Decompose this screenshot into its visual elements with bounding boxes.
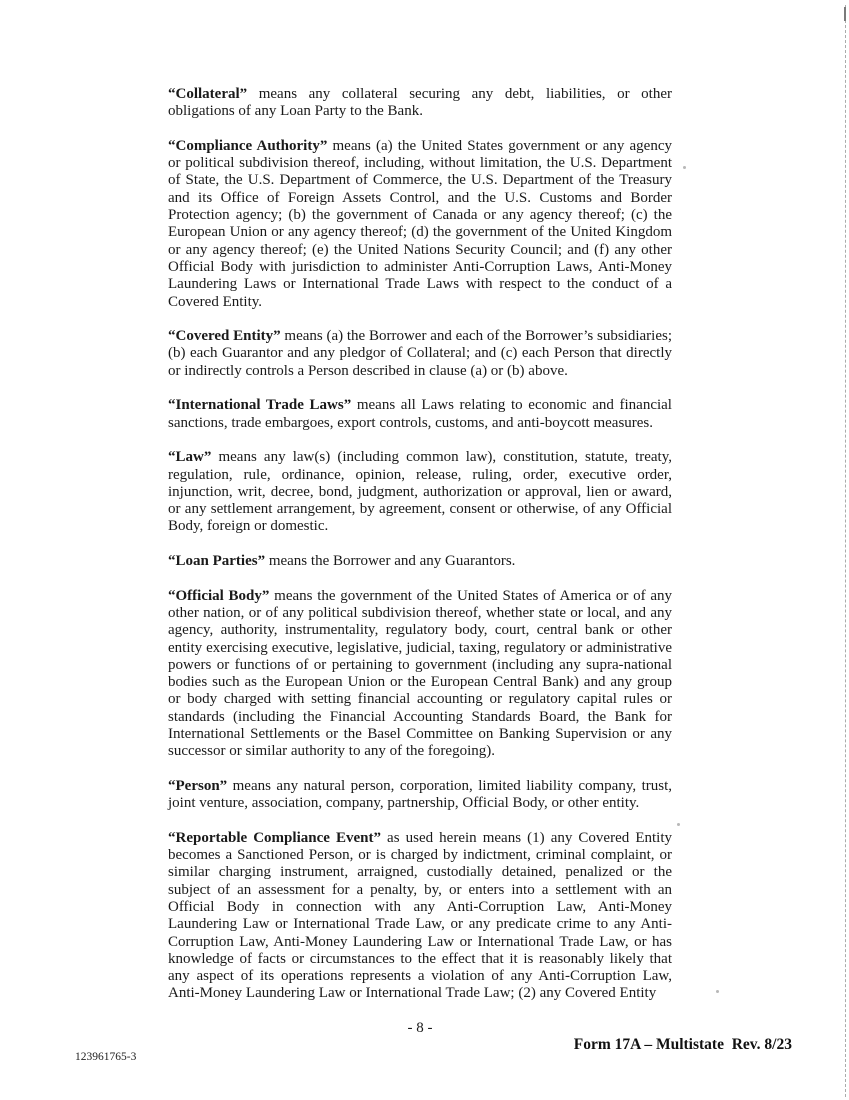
defined-term: “Collateral” — [168, 86, 248, 102]
defined-term: “Loan Parties” — [168, 553, 266, 570]
defined-term: “Law” — [168, 449, 212, 466]
defined-term: “Person” — [168, 777, 228, 794]
definition-paragraph-loan-parties — [168, 553, 672, 570]
defined-term: “Official Body” — [168, 587, 270, 604]
definition-paragraph-law — [168, 449, 672, 535]
definition-text: means the Borrower and any Guarantors. — [265, 553, 516, 570]
defined-term: “Covered Entity” — [168, 328, 281, 345]
definition-text: means any collateral securing any debt, liabilities, or other obligations of any Loan Party to the Bank. — [168, 86, 672, 120]
definition-paragraph-covered-entity — [168, 328, 672, 380]
scan-speck — [683, 166, 686, 169]
definition-text: means the government of the United States of America or of any other nation, or of any political subdivision thereof, whether state or local, and any agency, authority, instrumentality, regulatory body, court, central bank or other entity exercising executive, legislative, judicial, taxing, regulatory or administrative powers or functions of or pertaining to government (including any supra-national bodies such as the European Union or the European Central Bank) and any group or body charged with setting financial accounting or regulatory capital rules or standards (including the Financial Accounting Standards Board, the Bank for International Settlements or the Basel Committee on Banking Supervision or any successor or similar authority to any of the foregoing). — [168, 587, 672, 760]
definition-text: means any law(s) (including common law), constitution, statute, treaty, regulation, rule, ordinance, opinion, release, ruling, order, executive order, injunction, writ, decree, bond, judgment, authorization or approval, lien or award, or any settlement arrangement, by agreement, consent or otherwise, of any Official Body, foreign or domestic. — [168, 449, 672, 535]
scan-speck — [716, 990, 719, 993]
definition-paragraph-collateral — [168, 86, 672, 121]
form-reference: Form 17A – Multistate Rev. 8/23 — [573, 1036, 792, 1053]
definition-paragraph-reportable-compliance-event — [168, 830, 672, 1003]
defined-term: “International Trade Laws” — [168, 397, 352, 414]
definition-text: as used herein means (1) any Covered Entity becomes a Sanctioned Person, or is charged by indictment, criminal complaint, or similar charging instrument, arraigned, custodially detained, penalized or the subject of an assessment for a penalty, by, or enters into a settlement with an Official Body in connection with any Anti-Corruption Law, Anti-Money Laundering Law or International Trade Law, or any predicate crime to any Anti-Corruption Law, Anti-Money Laundering Law or International Trade Law, or has knowledge of facts or circumstances to the effect that it is reasonably likely that any aspect of its operations represents a violation of any Anti-Corruption Law, Anti-Money Laundering Law or International Trade Law; (2) any Covered Entity — [168, 829, 672, 1002]
definition-text: means any natural person, corporation, limited liability company, trust, joint venture, association, company, partnership, Official Body, or other entity. — [168, 777, 672, 812]
scan-artifact-mark — [844, 7, 846, 21]
scan-artifact-line — [845, 5, 846, 1097]
definitions-text-block — [168, 86, 672, 1037]
definition-text: means (a) the United States government or any agency or political subdivision thereof, including, without limitation, the U.S. Department of State, the U.S. Department of Commerce, the U.S. Department of the Treasury and its Office of Foreign Assets Control, and the U.S. Customs and Border Protection agency; (b) the government of Canada or any agency thereof; (c) the European Union or any agency thereof; (d) the government of the United Kingdom or any agency thereof; (e) the United Nations Security Council; and (f) any other Official Body with jurisdiction to administer Anti-Corruption Laws, Anti-Money Laundering Laws or International Trade Laws with respect to the conduct of a Covered Entity. — [168, 137, 672, 310]
definition-paragraph-official-body — [168, 588, 672, 761]
page-number: - 8 - — [407, 1020, 433, 1037]
defined-term: “Reportable Compliance Event” — [168, 829, 381, 846]
scan-speck — [677, 823, 680, 826]
definition-paragraph-compliance-authority — [168, 138, 672, 311]
definition-text: means (a) the Borrower and each of the Borrower’s subsidiaries; (b) each Guarantor and any pledgor of Collateral; and (c) each Person that directly or indirectly controls a Person described in clause (a) or (b) above. — [168, 328, 672, 379]
definition-paragraph-person — [168, 778, 672, 813]
document-control-number: 123961765-3 — [75, 1051, 137, 1063]
definition-text: means all Laws relating to economic and financial sanctions, trade embargoes, export controls, customs, and anti-boycott measures. — [168, 397, 672, 431]
definition-paragraph-international-trade-laws — [168, 397, 672, 432]
defined-term: “Compliance Authority” — [168, 137, 328, 154]
